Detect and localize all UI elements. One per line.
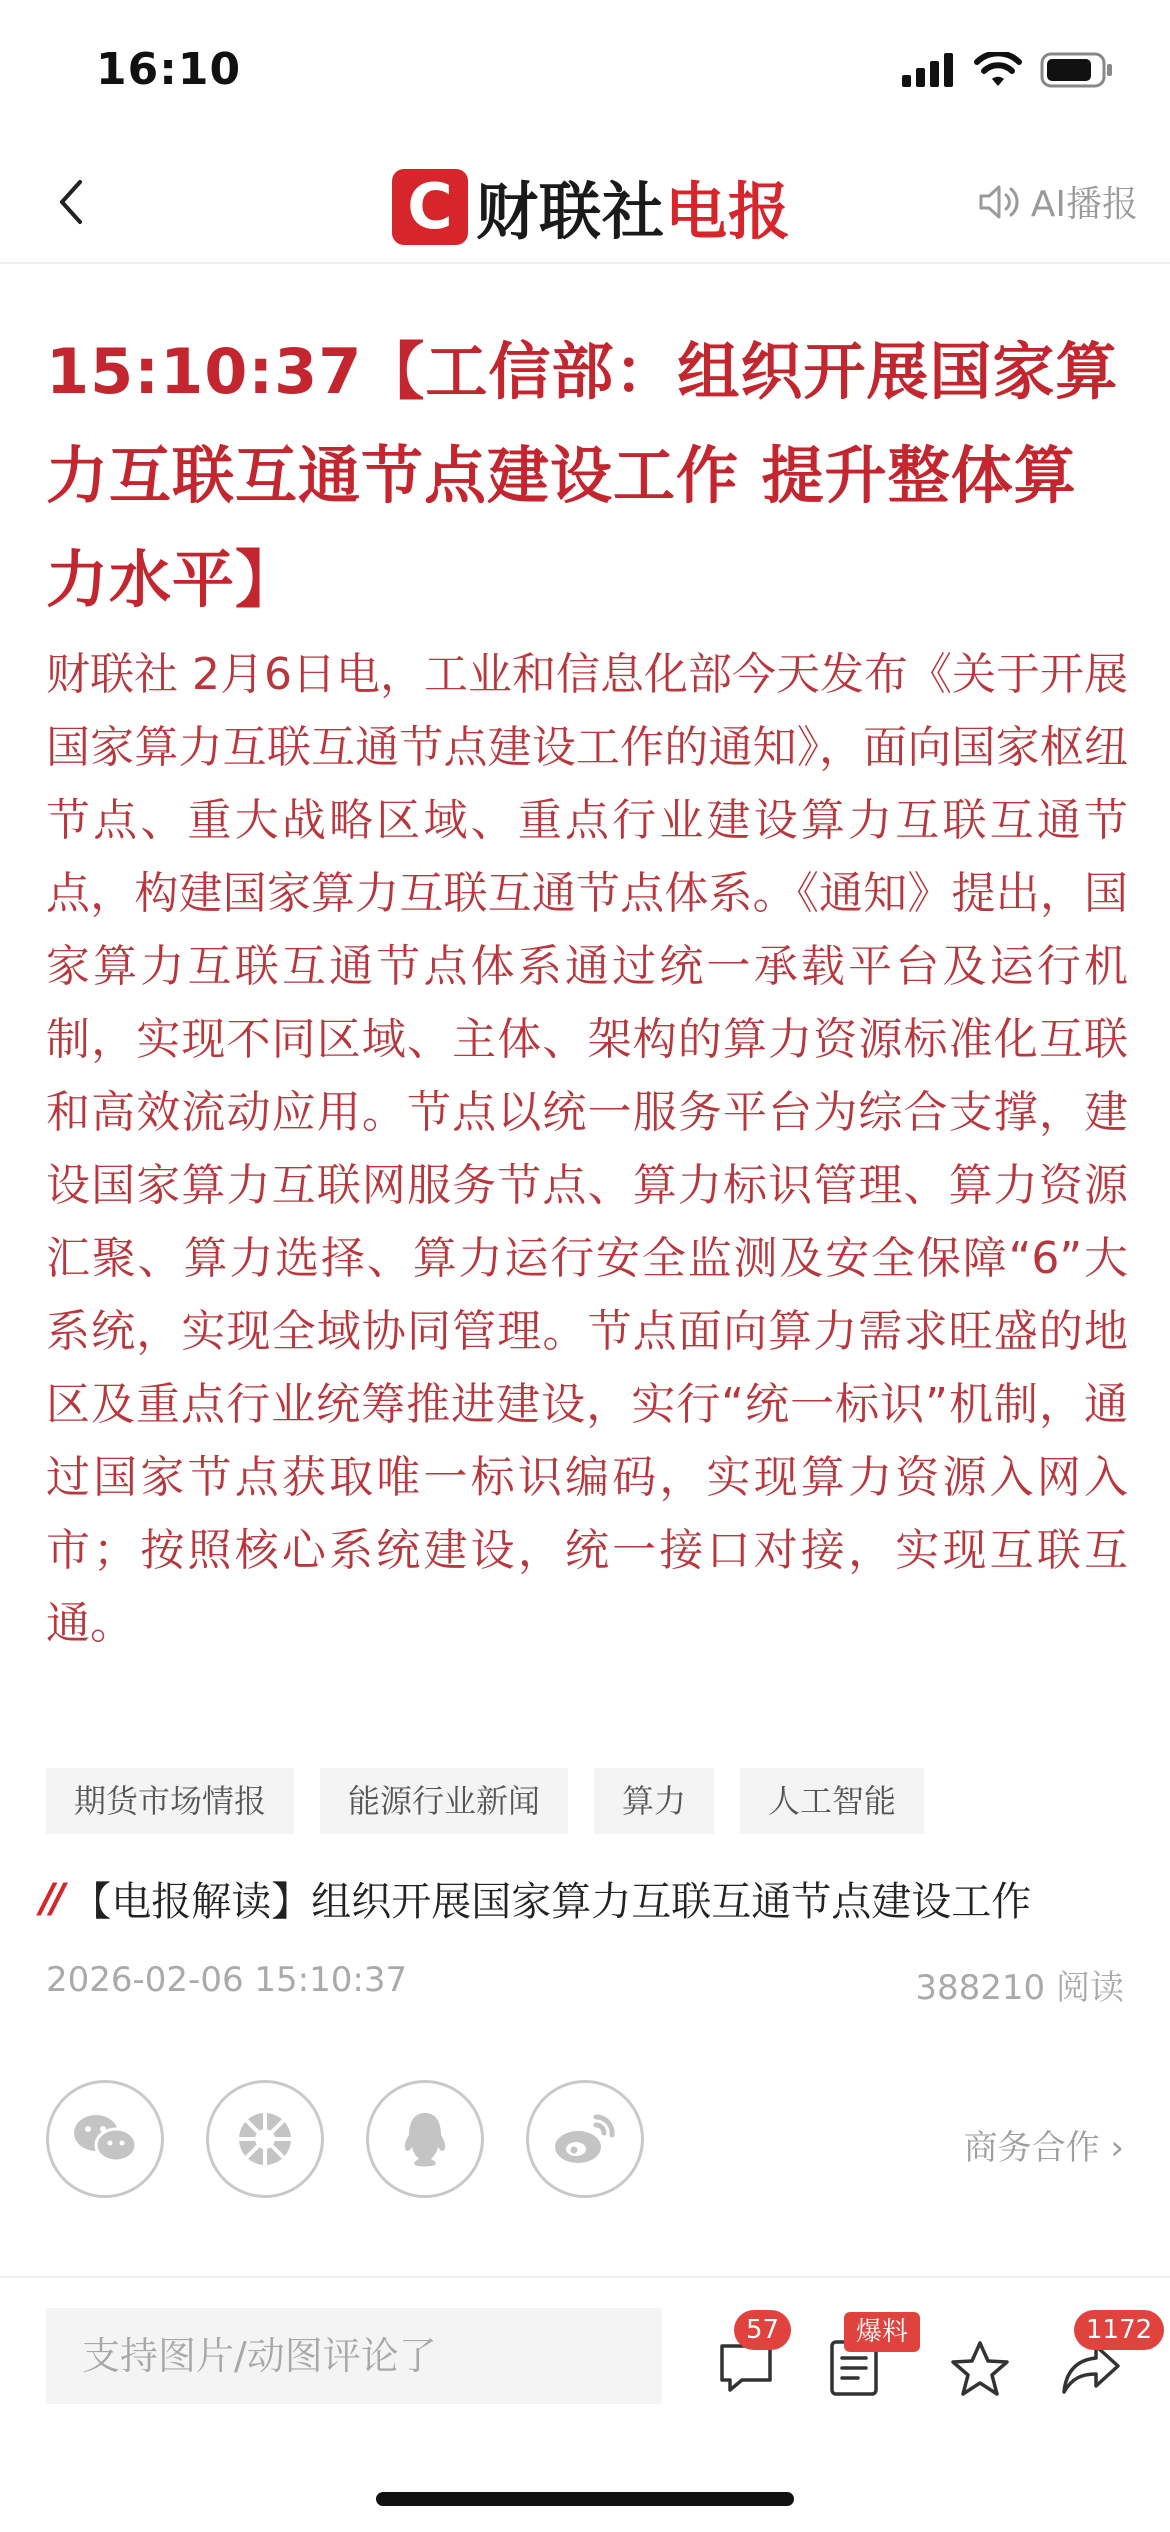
article-body: 财联社 2月6日电，工业和信息化部今天发布《关于开展国家算力互联互通节点建设工作的通知》，面向国家枢纽节点、重大战略区域、重点行业建设算力互联互通节点，构建国家算力互联互通节点体系。《通知》提出，国家算力互联互通节点体系通过统一承载平台及运行机制，实现不同区域、主体、架构的算力资源标准化互联和高效流动应用。节点以统一服务平台为综合支撑，建设国家算力互联网服务节点、算力标识管理、算力资源汇聚、算力选择、算力运行安全监测及安全保障“6”大系统，实现全域协同管理。节点面向算力需求旺盛的地区及重点行业统筹推进建设，实行“统一标识”机制，通过国家节点获取唯一标识编码，实现算力资源入网入市；按照核心系统建设，统一接口对接，实现互联互通。 [46, 649, 1128, 1649]
share-wechat-button[interactable] [46, 2080, 164, 2198]
related-title: 【电报解读】组织开展国家算力互联互通节点建设工作 [71, 1879, 1032, 1925]
share-qq-button[interactable] [366, 2080, 484, 2198]
share-count-badge: 1172 [1074, 2310, 1164, 2350]
speaker-icon [977, 182, 1021, 222]
tipoff-badge: 爆料 [844, 2312, 920, 2352]
business-cooperation-link[interactable]: 商务合作 › [963, 2128, 1124, 2168]
tag-item[interactable]: 人工智能 [740, 1768, 924, 1834]
app-logo [392, 162, 791, 251]
read-count: 388210 阅读 [915, 1968, 1124, 2008]
ai-broadcast-button[interactable] [977, 176, 1138, 227]
signal-icon [902, 53, 956, 87]
status-icons [902, 52, 1114, 88]
share-button[interactable] [1056, 2310, 1153, 2410]
comment-input[interactable] [46, 2308, 662, 2404]
share-row [46, 2080, 644, 2198]
article-headline: 15:10:37【工信部：组织开展国家算力互联互通节点建设工作 提升整体算力水平】 [46, 335, 1119, 616]
qq-icon [399, 2109, 451, 2169]
publish-date: 2026-02-06 15:10:37 [46, 1960, 408, 2000]
chevron-left-icon [44, 172, 104, 232]
logo-text: 财联社电报 [476, 175, 792, 248]
favorite-button[interactable] [940, 2310, 1030, 2410]
home-indicator [376, 2492, 794, 2506]
wifi-icon [974, 52, 1022, 88]
nav-bar [0, 150, 1170, 264]
related-interpretation-link[interactable] [40, 1870, 1130, 1927]
related-mark: // [40, 1875, 62, 1922]
back-button[interactable] [44, 172, 104, 232]
ai-broadcast-label: AI播报 [1030, 184, 1138, 225]
status-bar [0, 0, 1170, 150]
tipoff-button[interactable] [814, 2310, 909, 2410]
moments-icon [234, 2108, 296, 2170]
battery-icon [1040, 52, 1114, 88]
status-time: 16:10 [96, 44, 242, 95]
wechat-icon [72, 2111, 138, 2167]
share-weibo-button[interactable] [526, 2080, 644, 2198]
tag-list [46, 1768, 924, 1834]
tag-item[interactable]: 能源行业新闻 [320, 1768, 568, 1834]
bottom-divider [0, 2276, 1170, 2278]
star-icon [948, 2338, 1012, 2400]
logo-mark: C [392, 169, 468, 245]
tag-item[interactable]: 期货市场情报 [46, 1768, 294, 1834]
comment-count-badge: 57 [734, 2310, 791, 2350]
tag-item[interactable]: 算力 [594, 1768, 714, 1834]
share-moments-button[interactable] [206, 2080, 324, 2198]
comment-button[interactable] [706, 2310, 796, 2410]
weibo-icon [552, 2111, 618, 2167]
